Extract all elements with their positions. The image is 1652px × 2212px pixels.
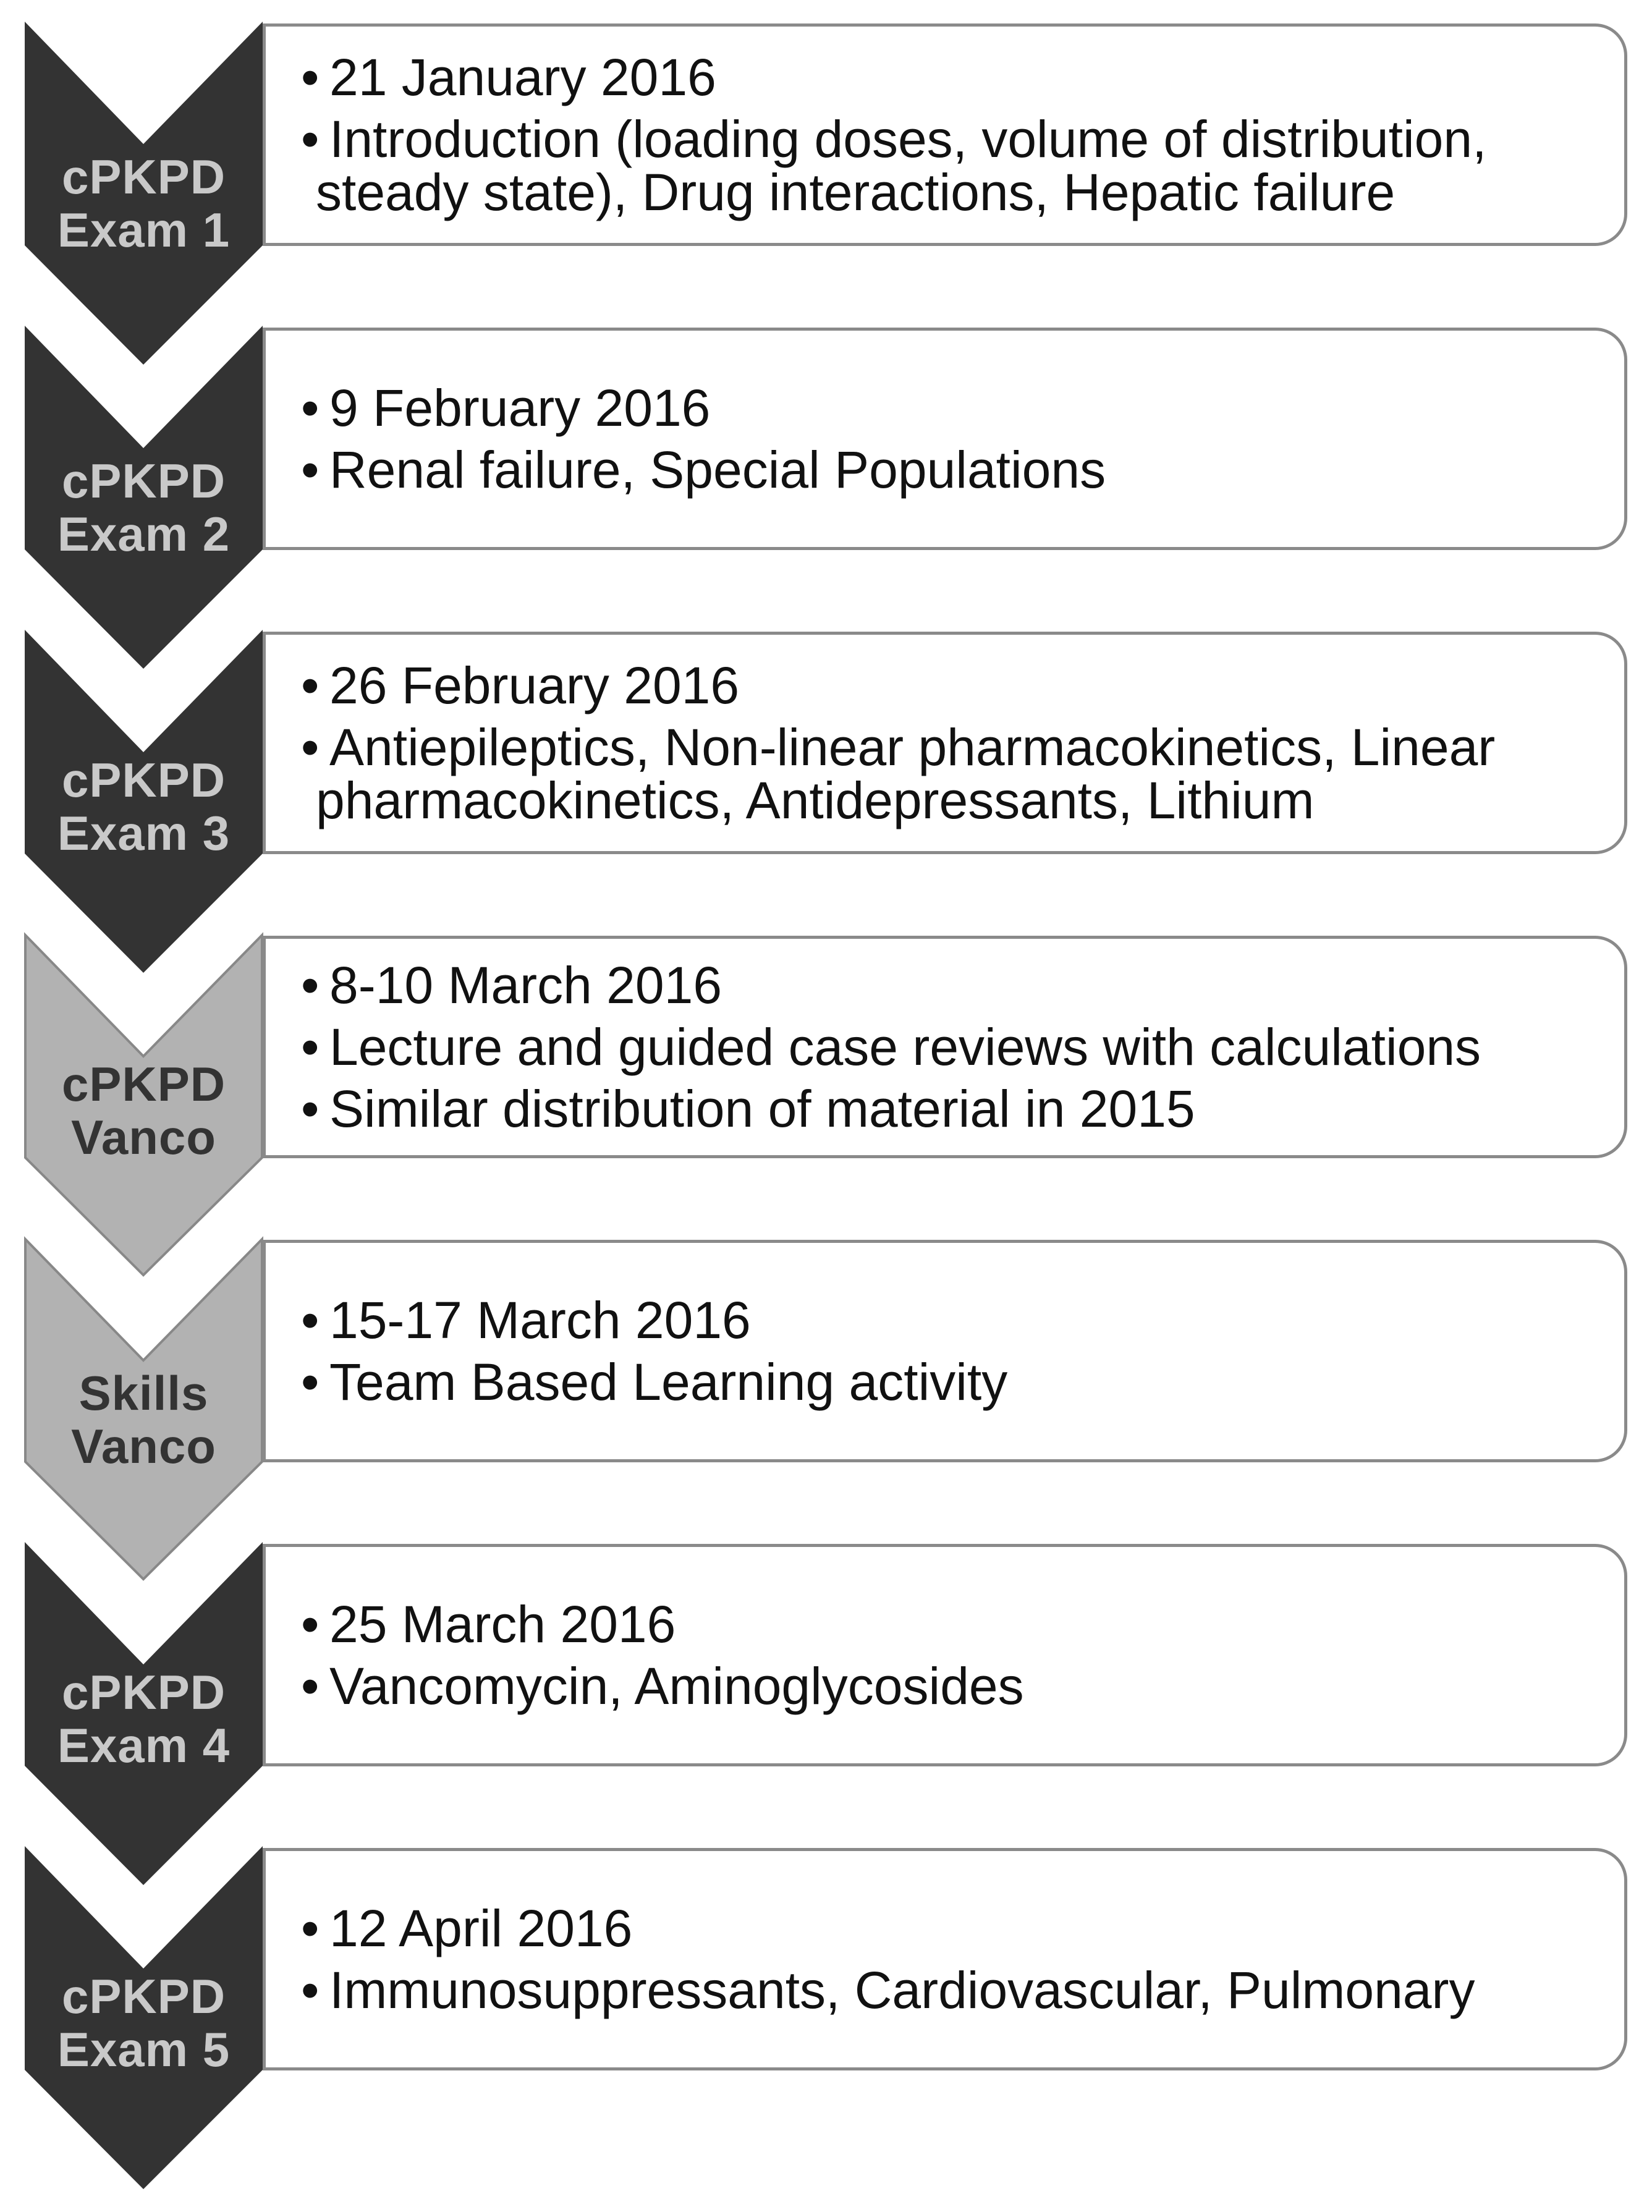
timeline-step-exam-1 [0,22,1652,368]
step-label-line2: Exam 1 [57,203,231,257]
timeline-step-exam-2 [0,326,1652,672]
step-label-line2: Vanco [71,1419,216,1473]
step-details-box [263,1240,1627,1462]
bullet-icon: • [301,656,320,714]
bullet-icon: • [301,1961,320,2019]
bullet-icon: • [301,956,320,1014]
bullet-icon: • [301,1595,320,1653]
bullet-date: • 9 February 2016 [301,379,711,437]
bullet-description: • Team Based Learning activity [301,1353,1008,1411]
step-label-line2: Exam 3 [57,806,231,860]
bullet-topics: • Vancomycin, Aminoglycosides [301,1657,1024,1715]
bullet-topics: • Introduction (loading doses, volume of distribution, steady state), Drug interactions, Hepatic failure [301,110,1487,221]
step-label-line2: Exam 5 [57,2022,231,2077]
bullet-icon: • [301,441,320,499]
bullet-topics: • Renal failure, Special Populations [301,441,1106,499]
bullet-date: • 25 March 2016 [301,1595,676,1653]
step-label [25,1367,263,1473]
step-label [25,1057,263,1164]
step-label [25,454,263,561]
step-label [25,753,263,860]
timeline-step-exam-5 [0,1846,1652,2192]
bullet-icon: • [301,1899,320,1957]
bullet-date: • 26 February 2016 [301,656,740,714]
step-details-box [263,328,1627,550]
step-label-line1: cPKPD [61,1665,226,1719]
bullet-icon: • [301,718,320,776]
bullet-date: • 21 January 2016 [301,48,716,106]
bullet-date: • 12 April 2016 [301,1899,633,1957]
timeline-step-skills-vanco [0,1238,1652,1584]
bullet-topics: • Immunosuppressants, Cardiovascular, Pulmonary [301,1961,1475,2019]
bullet-icon: • [301,48,320,106]
step-label [25,1970,263,2076]
step-label-line1: cPKPD [61,1969,226,2023]
step-label-line1: cPKPD [61,150,226,204]
step-label-line2: Vanco [71,1110,216,1164]
step-details-box [263,632,1627,854]
bullet-icon: • [301,110,320,168]
bullet-icon: • [301,1018,320,1076]
step-label-line2: Exam 4 [57,1718,231,1773]
bullet-date: • 15-17 March 2016 [301,1291,751,1349]
step-details-box [263,23,1627,246]
bullet-icon: • [301,1080,320,1138]
bullet-icon: • [301,379,320,437]
step-details-box [263,1848,1627,2070]
bullet-date: • 8-10 March 2016 [301,956,722,1014]
step-label [25,150,263,256]
step-label [25,1666,263,1772]
step-label-line1: Skills [78,1366,209,1420]
timeline-step-exam-4 [0,1542,1652,1888]
bullet-icon: • [301,1657,320,1715]
bullet-icon: • [301,1353,320,1411]
step-details-box [263,1544,1627,1766]
bullet-note: • Similar distribution of material in 2015 [301,1080,1195,1138]
bullet-description: • Lecture and guided case reviews with calculations [301,1018,1481,1076]
bullet-icon: • [301,1291,320,1349]
bullet-topics: • Antiepileptics, Non-linear pharmacokinetics, Linear pharmacokinetics, Antidepressants, Lithium [301,718,1496,829]
step-label-line1: cPKPD [61,1057,226,1111]
step-label-line1: cPKPD [61,753,226,807]
step-label-line1: cPKPD [61,454,226,508]
step-details-box [263,936,1627,1158]
timeline-step-exam-3 [0,630,1652,976]
step-label-line2: Exam 2 [57,507,231,561]
timeline-step-cpkpd-vanco [0,934,1652,1280]
